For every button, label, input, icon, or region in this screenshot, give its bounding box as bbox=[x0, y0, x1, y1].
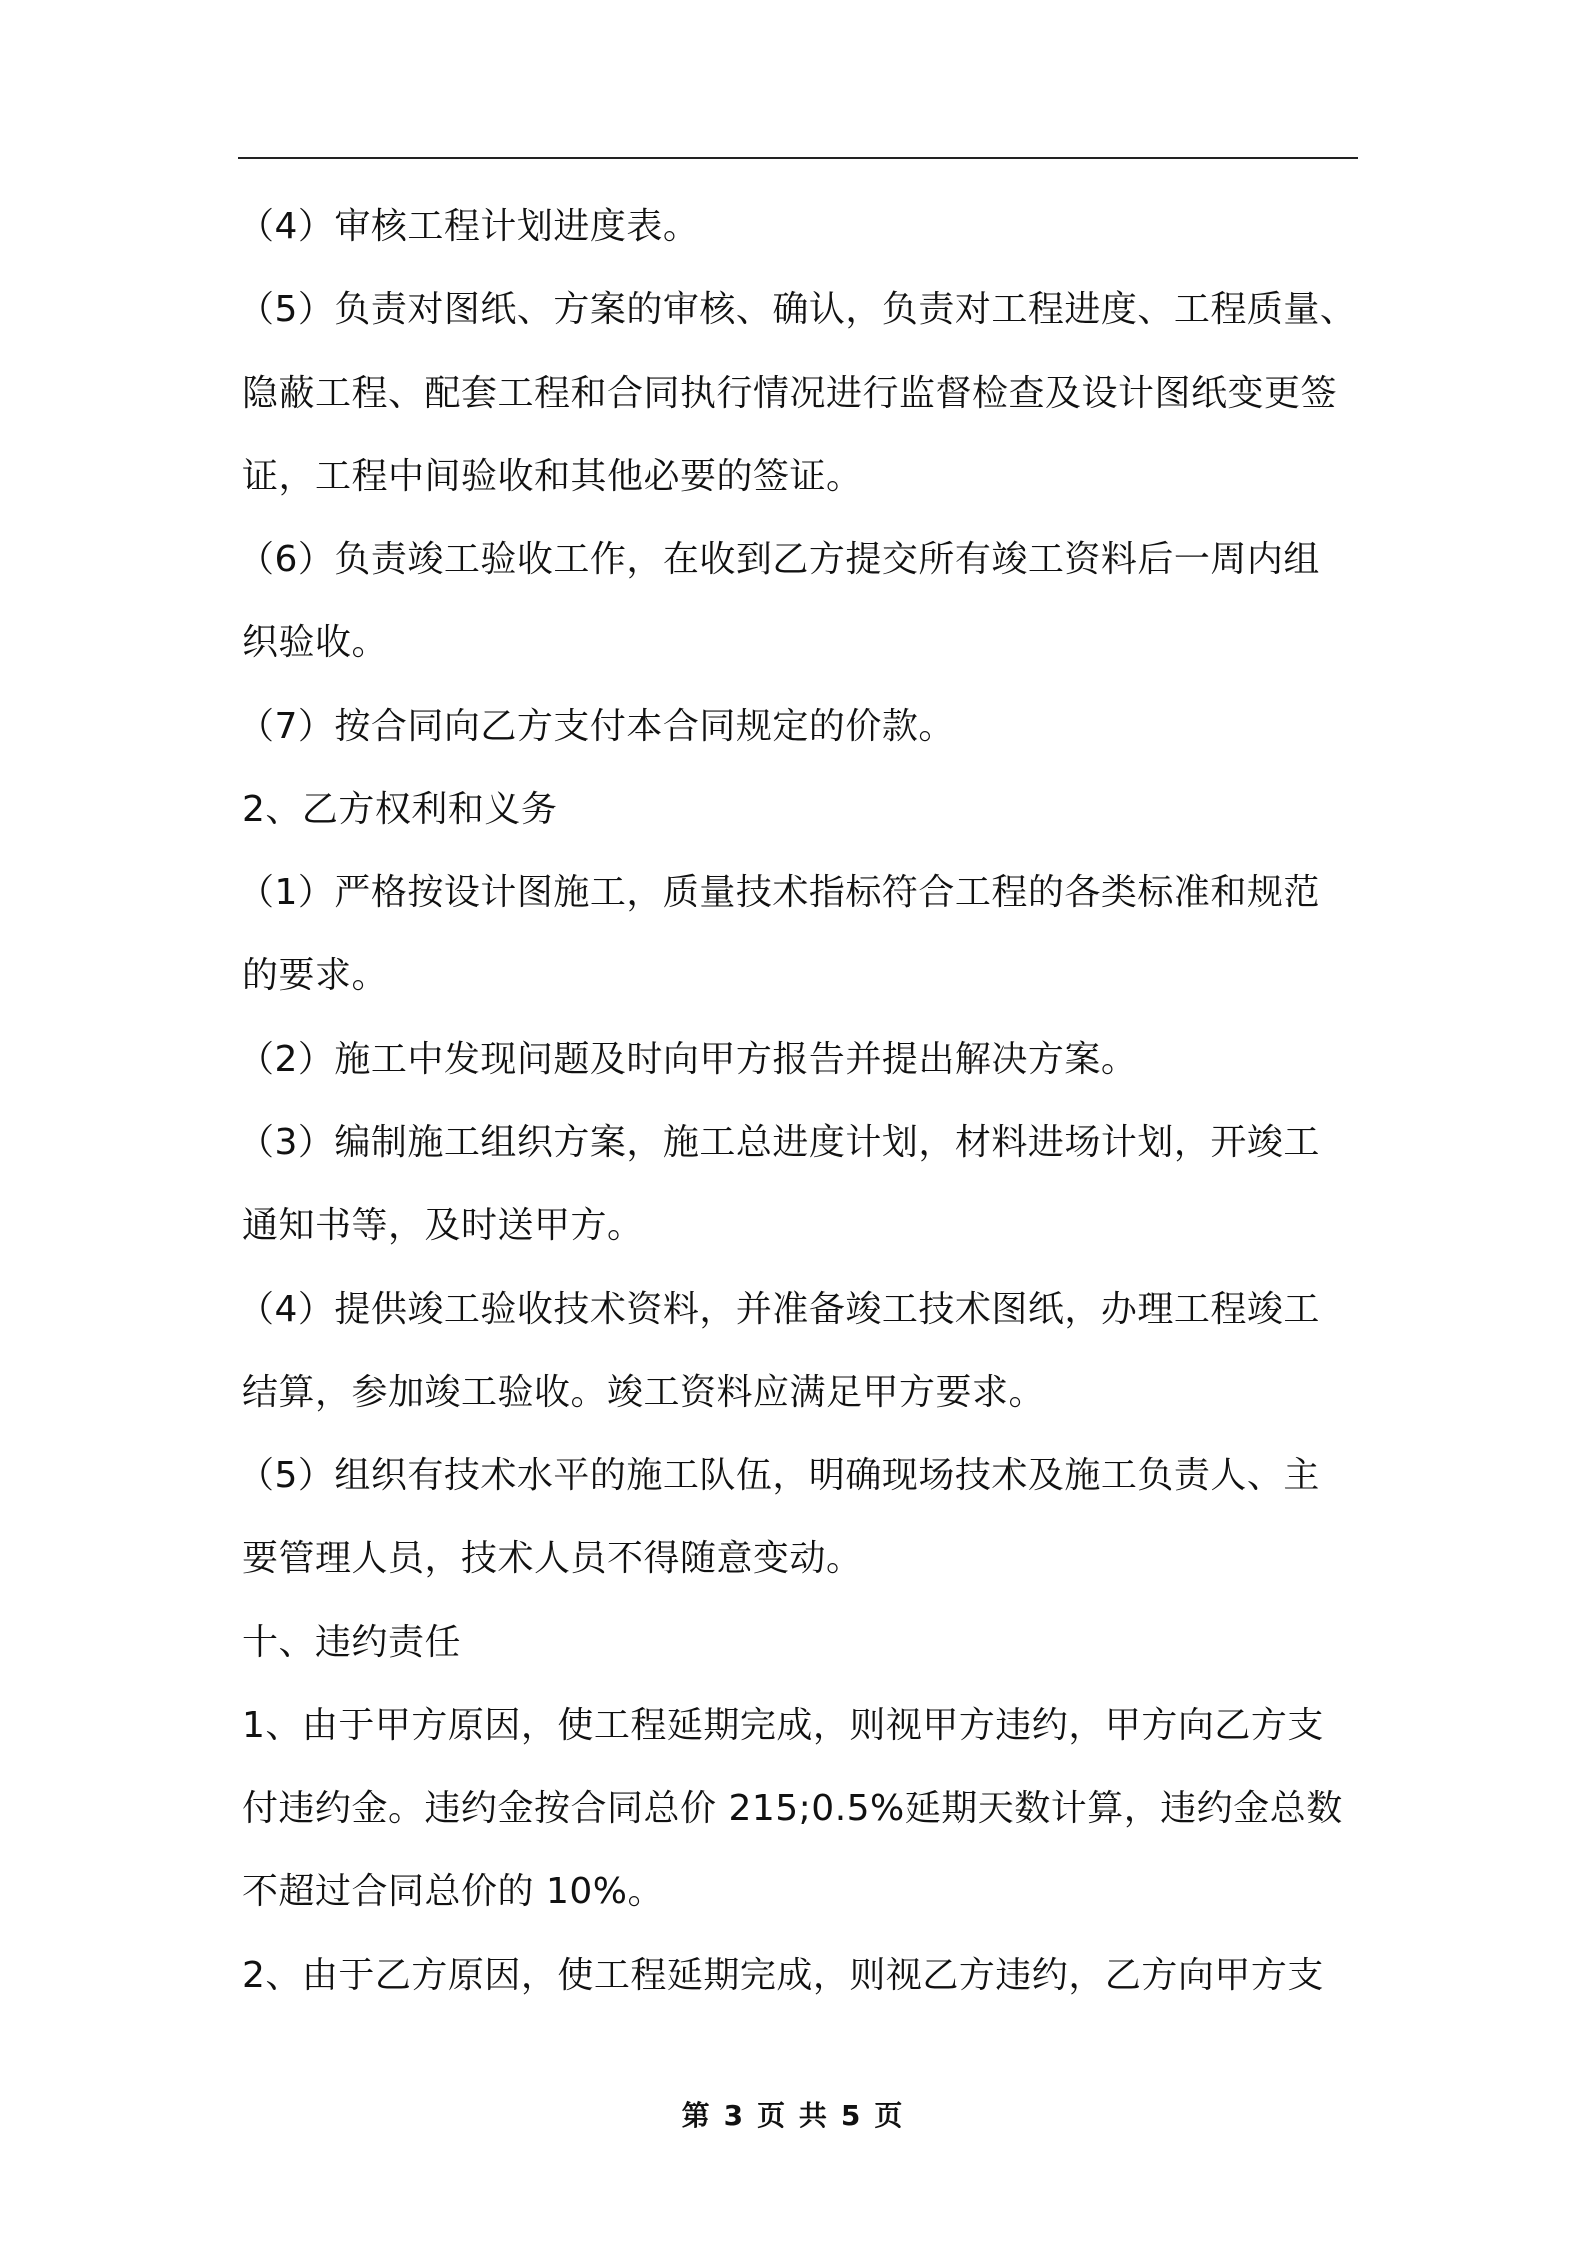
text-line: 结算，参加竣工验收。竣工资料应满足甲方要求。 bbox=[242, 1372, 1046, 1413]
text-line: （4）审核工程计划进度表。 bbox=[238, 206, 700, 247]
text-line: 隐蔽工程、配套工程和合同执行情况进行监督检查及设计图纸变更签 bbox=[242, 373, 1338, 414]
text-line: （7）按合同向乙方支付本合同规定的价款。 bbox=[238, 706, 955, 747]
text-line: 1、由于甲方原因，使工程延期完成，则视甲方违约，甲方向乙方支 bbox=[242, 1705, 1324, 1746]
text-line: 不超过合同总价的 10%。 bbox=[242, 1871, 664, 1912]
page-number-footer bbox=[0, 2096, 1586, 2136]
text-line: 证，工程中间验收和其他必要的签证。 bbox=[242, 456, 863, 497]
text-line: 付违约金。违约金按合同总价 215;0.5%延期天数计算，违约金总数 bbox=[242, 1788, 1343, 1829]
header-rule bbox=[238, 157, 1358, 159]
text-line: 的要求。 bbox=[242, 955, 389, 996]
text-line: （3）编制施工组织方案，施工总进度计划，材料进场计划，开竣工 bbox=[238, 1122, 1320, 1163]
section-heading: 十、违约责任 bbox=[242, 1622, 462, 1663]
footer-prefix: 第 bbox=[681, 2099, 712, 2132]
section-heading: 2、乙方权利和义务 bbox=[242, 789, 558, 830]
total-page-count: 5 bbox=[840, 2099, 863, 2132]
text-line: （5）负责对图纸、方案的审核、确认，负责对工程进度、工程质量、 bbox=[238, 289, 1357, 330]
text-line: 织验收。 bbox=[242, 622, 389, 663]
text-line: （6）负责竣工验收工作，在收到乙方提交所有竣工资料后一周内组 bbox=[238, 539, 1320, 580]
footer-suffix: 页 bbox=[874, 2099, 905, 2132]
text-line: （2）施工中发现问题及时向甲方报告并提出解决方案。 bbox=[238, 1039, 1138, 1080]
text-line: 2、由于乙方原因，使工程延期完成，则视乙方违约，乙方向甲方支 bbox=[242, 1955, 1324, 1996]
text-line: 要管理人员，技术人员不得随意变动。 bbox=[242, 1538, 863, 1579]
text-line: （5）组织有技术水平的施工队伍，明确现场技术及施工负责人、主 bbox=[238, 1455, 1320, 1496]
current-page-number: 3 bbox=[723, 2099, 746, 2132]
text-line: （1）严格按设计图施工，质量技术指标符合工程的各类标准和规范 bbox=[238, 872, 1320, 913]
text-line: （4）提供竣工验收技术资料，并准备竣工技术图纸，办理工程竣工 bbox=[238, 1289, 1320, 1330]
footer-mid: 页 共 bbox=[757, 2099, 829, 2132]
text-line: 通知书等，及时送甲方。 bbox=[242, 1205, 644, 1246]
